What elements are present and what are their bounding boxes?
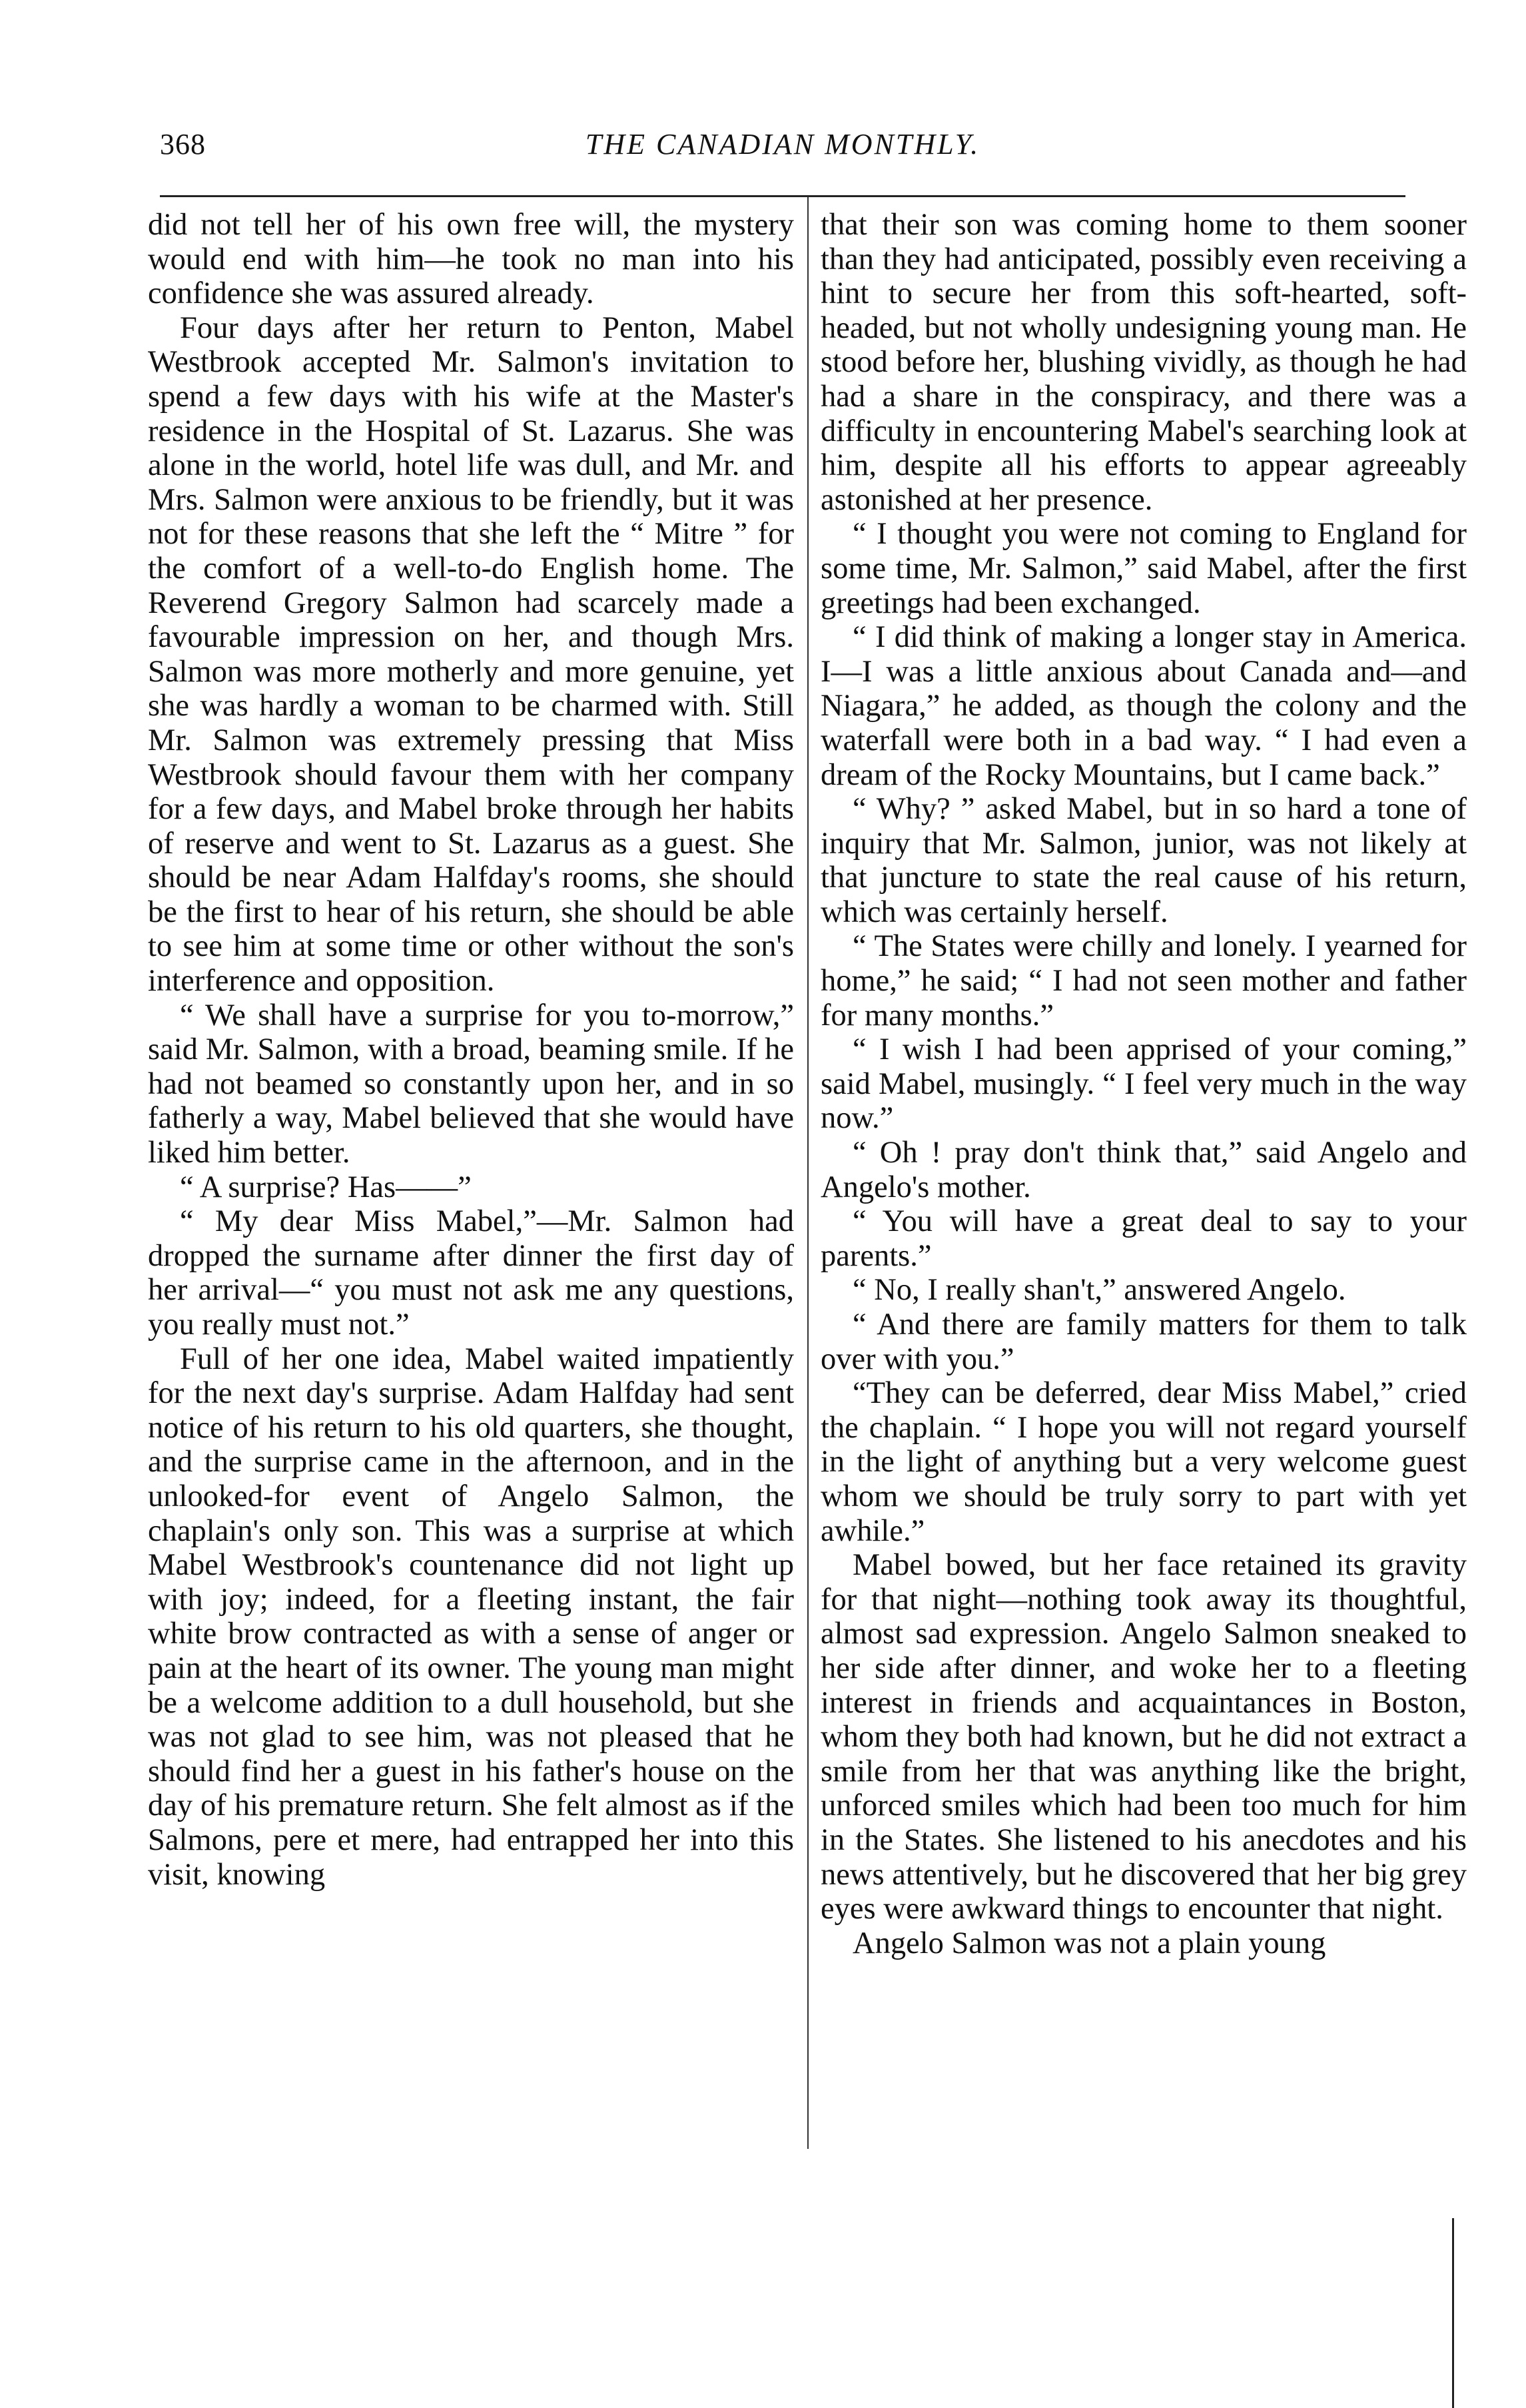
paragraph: “ No, I really shan't,” answered Angelo. xyxy=(853,1273,1346,1308)
paragraph: Four days after her return to Penton, Mabel Westbrook accepted Mr. Salmon's invitation to spend a few days with his wife at the Master's residence in the Hospital of St. Lazarus. She was alone in the world, hotel life was dull, and Mr. and Mrs. Salmon were anxious to be friendly, but it was not for these reasons that she left the “ Mitre ” for the comfort of a well-to-do English home. The Reverend Gregory Salmon had scarcely made a favourable impression on her, and though Mrs. Salmon was more motherly and more genuine, yet she was hardly a woman to be charmed with. Still Mr. Salmon was extremely pressing that Miss Westbrook should favour them with her company for a few days, and Mabel broke through her habits of reserve and went to St. Lazarus as a guest. She should be near Adam Halfday's rooms, she should be the first to hear of his return, she should be able to see him at some time or other without the son's interference and opposition. xyxy=(148,310,794,999)
margin-rule xyxy=(1452,2218,1454,2408)
paragraph: “ And there are family matters for them to talk over with you.” xyxy=(821,1308,1467,1376)
header-rule xyxy=(160,195,1405,197)
paragraph: that their son was coming home to them sooner than they had anticipated, possibly even receiving a hint to secure her from this soft-hearted, soft-headed, but not wholly undesigning young man. He stood before her, blushing vividly, as though he had had a share in the conspiracy, and there was a difficulty in encountering Mabel's searching look at him, despite all his efforts to appear agreeably astonished at her presence. xyxy=(821,208,1467,517)
paragraph: Angelo Salmon was not a plain young xyxy=(853,1926,1326,1960)
paragraph: “ The States were chilly and lonely. I yearned for home,” he said; “ I had not seen mother and father for many months.” xyxy=(821,929,1467,1032)
paragraph: “ A surprise? Has——” xyxy=(180,1170,472,1204)
paragraph: “ I thought you were not coming to England for some time, Mr. Salmon,” said Mabel, after the first greetings had been exchanged. xyxy=(821,517,1467,620)
paragraph: “ We shall have a surprise for you to-morrow,” said Mr. Salmon, with a broad, beaming smile. If he had not beamed so constantly upon her, and in so fatherly a way, Mabel believed that she would have liked him better. xyxy=(148,998,794,1170)
paragraph: “ I did think of making a longer stay in America. I—I was a little anxious about Canada and—and Niagara,” he added, as though the colony and the waterfall were both in a bad way. “ I had even a dream of the Rocky Mountains, but I came back.” xyxy=(821,620,1467,792)
paragraph: “ I wish I had been apprised of your coming,” said Mabel, musingly. “ I feel very much in the way now.” xyxy=(821,1032,1467,1136)
paragraph: “ My dear Miss Mabel,”—Mr. Salmon had dropped the surname after dinner the first day of her arrival—“ you must not ask me any questions, you really must not.” xyxy=(148,1204,794,1342)
paragraph: did not tell her of his own free will, the mystery would end with him—he took no man into his confidence she was assured already. xyxy=(148,208,794,311)
page-number: 368 xyxy=(160,128,206,161)
paragraph: “ Oh ! pray don't think that,” said Angelo and Angelo's mother. xyxy=(821,1136,1467,1204)
paragraph: Full of her one idea, Mabel waited impatiently for the next day's surprise. Adam Halfday had sent notice of his return to his old quarters, she thought, and the surprise came in the afternoon, and in the unlooked-for event of Angelo Salmon, the chaplain's only son. This was a surprise at which Mabel Westbrook's countenance did not light up with joy; indeed, for a fleeting instant, the fair white brow contracted as with a sense of anger or pain at the heart of its owner. The young man might be a welcome addition to a dull household, but she was not glad to see him, was not pleased that he should find her a guest in his father's house on the day of his premature return. She felt almost as if the Salmons, pere et mere, had entrapped her into this visit, knowing xyxy=(148,1342,794,1892)
running-title: THE CANADIAN MONTHLY. xyxy=(585,128,980,161)
left-column xyxy=(148,208,794,1892)
paragraph: “ You will have a great deal to say to your parents.” xyxy=(821,1204,1467,1273)
column-divider xyxy=(807,197,809,2149)
right-column xyxy=(821,208,1467,1960)
paragraph: “They can be deferred, dear Miss Mabel,” cried the chaplain. “ I hope you will not regard yourself in the light of anything but a very welcome guest whom we should be truly sorry to part with yet awhile.” xyxy=(821,1376,1467,1548)
paragraph: Mabel bowed, but her face retained its gravity for that night—nothing took away its thoughtful, almost sad expression. Angelo Salmon sneaked to her side after dinner, and woke her to a fleeting interest in friends and acquaintances in Boston, whom they both had known, but he did not extract a smile from her that was anything like the bright, unforced smiles which had been too much for him in the States. She listened to his anecdotes and his news attentively, but he discovered that her big grey eyes were awkward things to encounter that night. xyxy=(821,1548,1467,1926)
paragraph: “ Why? ” asked Mabel, but in so hard a tone of inquiry that Mr. Salmon, junior, was not likely at that juncture to state the real cause of his return, which was certainly herself. xyxy=(821,792,1467,929)
page-header xyxy=(160,123,1405,177)
